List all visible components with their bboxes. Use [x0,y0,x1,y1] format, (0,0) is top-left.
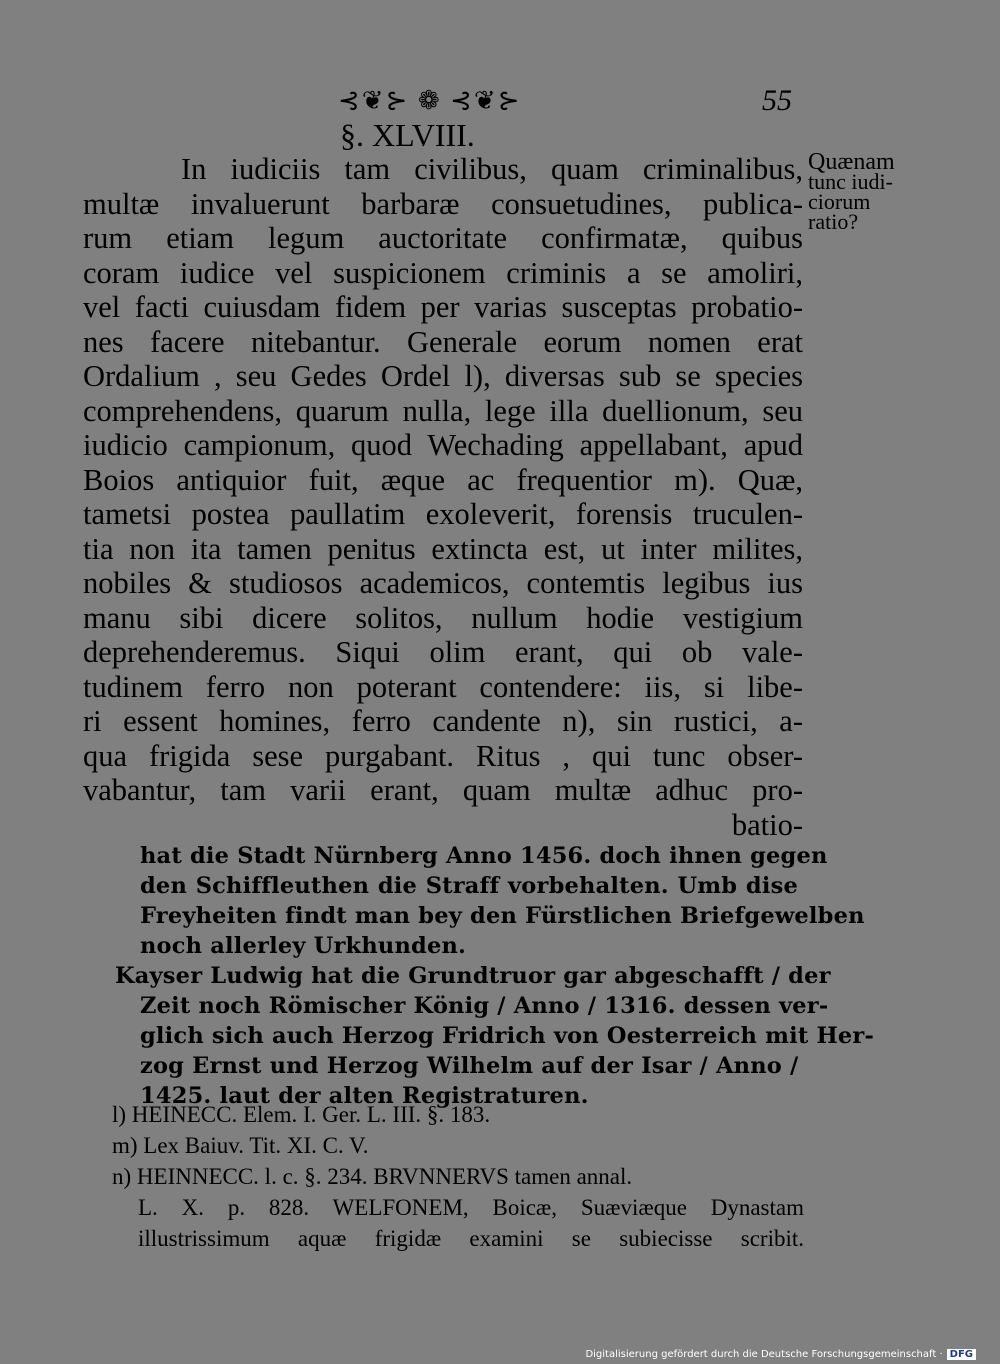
main-text [83,152,803,842]
footnote-n-line: illustrissimum aquæ frigidæ examini se subiecisse scribit. [138,1226,804,1251]
main-line: comprehendens, quarum nulla, lege illa duellionum, seu [83,393,803,428]
footnote-line: Freyheiten findt man bey den Fürstlichen Briefgewelben [140,903,865,929]
footnote-line: Zeit noch Römischer König / Anno / 1316. dessen ver- [140,993,829,1019]
footnotes-german [115,841,875,1111]
main-line: iudicio campionum, quod Wechading appellabant, apud [83,428,803,462]
main-line: tia non ita tamen penitus extincta est, ut inter milites, [83,531,803,566]
footnote-n: n) HEINNECC. l. c. §. 234. BRVNNERVS tamen annal. [112,1164,633,1189]
section-title: §. XLVIII. [340,117,475,153]
main-line: tudinem ferro non poterant contendere: iis, si libe- [83,669,803,704]
footnote-line: den Schiffleuthen die Straff vorbehalten. Umb dise [140,873,798,899]
main-line: vel facti cuiusdam fidem per varias susceptas probatio- [83,290,803,324]
main-line: tametsi postea paullatim exoleverit, forensis truculen- [83,497,803,531]
footnote-line: zog Ernst und Herzog Wilhelm auf der Isar / Anno / [140,1053,799,1079]
footnote-n-line: L. X. p. 828. WELFONEM, Boicæ, Suæviæque Dynastam [138,1195,804,1220]
main-line: Ordalium , seu Gedes Ordel l), diversas sub se species [83,359,803,393]
margin-note-line: ciorum [808,189,871,214]
digitization-credit [585,1349,976,1360]
main-line: Boios antiquior fuit, æque ac frequentior m). Quæ, [83,462,803,497]
footnotes-latin [112,1099,802,1254]
margin-note-line: Quænam [808,149,895,175]
footnote-line: hat die Stadt Nürnberg Anno 1456. doch ihnen gegen [140,843,828,869]
page-number: 55 [762,84,792,117]
main-line: rum etiam legum auctoritate confirmatæ, quibus [83,221,803,255]
footnote-line: noch allerley Urkhunden. [140,933,467,959]
margin-note-line: tunc iudi- [808,169,893,194]
dfg-logo: DFG [947,1349,976,1360]
footnote-l: l) HEINECC. Elem. I. Ger. L. III. §. 183. [112,1102,491,1127]
main-line: nobiles & studiosos academicos, contemtis legibus ius [83,566,803,600]
main-line: In iudiciis tam civilibus, quam criminalibus, [181,152,803,186]
footnote-line: glich sich auch Herzog Fridrich von Oesterreich mit Her- [140,1023,875,1049]
main-line: deprehenderemus. Siqui olim erant, qui ob vale- [83,635,803,669]
main-line: multæ invaluerunt barbaræ consuetudines, publica- [83,186,803,221]
margin-note-line: ratio? [808,209,859,234]
main-line: vabantur, tam varii erant, quam multæ adhuc pro- [83,773,803,807]
main-line: manu sibi dicere solitos, nullum hodie vestigium [83,600,803,635]
credit-text: Digitalisierung gefördert durch die Deutsche Forschungsgemeinschaft · [585,1349,943,1360]
margin-note [808,149,948,234]
header-ornament: ⊰❦⊱ ❁ ⊰❦⊱ [338,86,522,115]
footnote-line: Kayser Ludwig hat die Grundtruor gar abgeschafft / der [115,963,831,989]
footnote-m: m) Lex Baiuv. Tit. XI. C. V. [112,1133,369,1158]
catchword: batio- [731,807,803,842]
main-line: coram iudice vel suspicionem criminis a se amoliri, [83,255,803,290]
main-line: nes facere nitebantur. Generale eorum nomen erat [83,324,803,359]
main-line: qua frigida sese purgabant. Ritus , qui tunc obser- [83,738,803,773]
footnote-line: 1425. laut der alten Registraturen. [140,1083,589,1109]
main-line: ri essent homines, ferro candente n), sin rustici, a- [83,704,803,738]
